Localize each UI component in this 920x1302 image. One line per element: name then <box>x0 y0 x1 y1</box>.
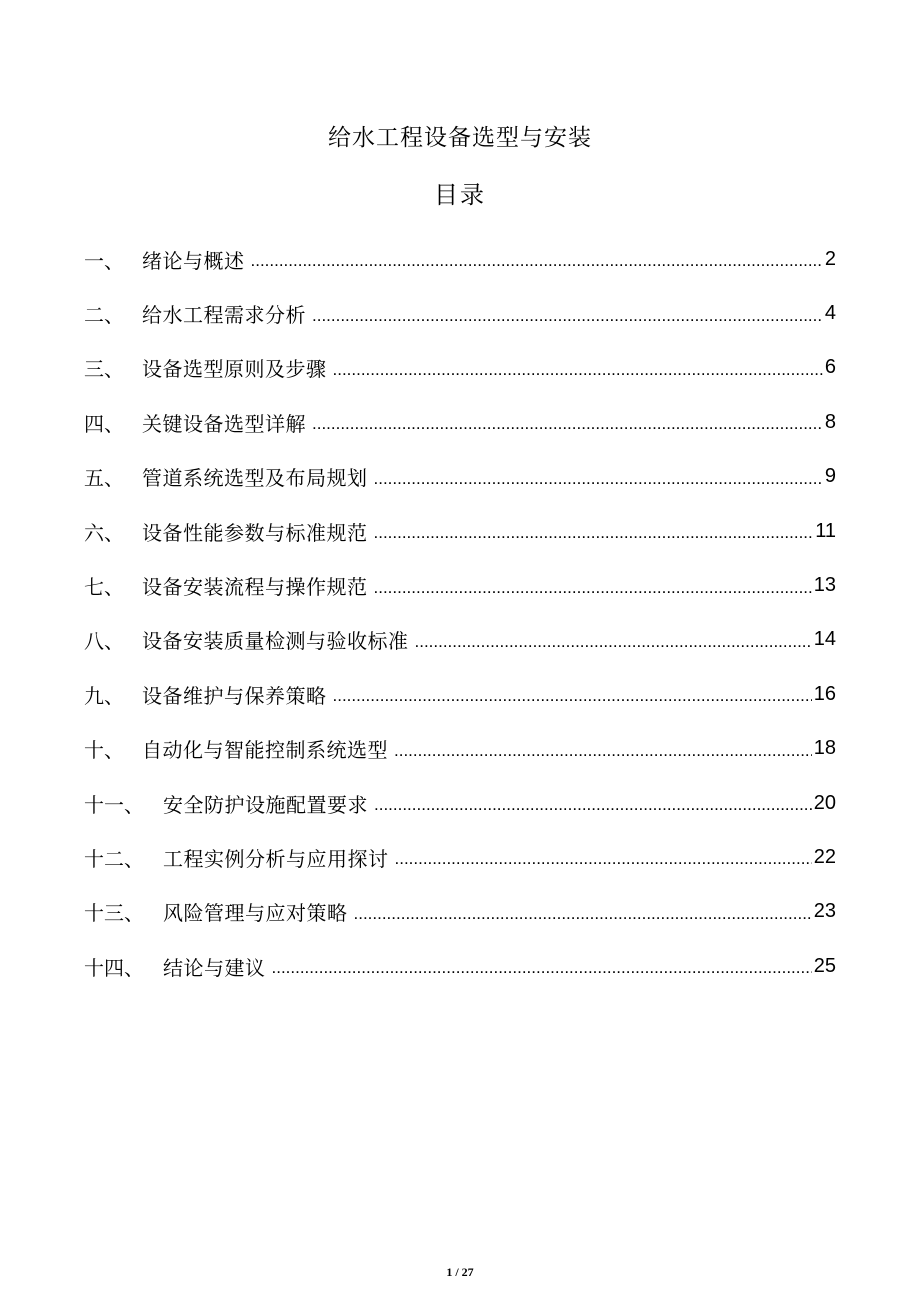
toc-leader-dots <box>333 686 812 706</box>
toc-leader-dots <box>312 414 823 434</box>
toc-entry-11[interactable] <box>84 776 836 830</box>
toc-entry-label: 安全防护设施配置要求 <box>163 792 368 817</box>
toc-leader-dots <box>354 904 812 924</box>
toc-entry-8[interactable] <box>84 613 836 667</box>
toc-entry-page: 9 <box>824 465 836 488</box>
toc-entry-number: 三、 <box>84 357 124 382</box>
toc-entry-label: 设备维护与保养策略 <box>142 683 327 708</box>
toc-entry-page: 13 <box>813 574 836 597</box>
toc-entry-number: 十四、 <box>84 955 144 980</box>
toc-entry-page: 16 <box>813 682 836 705</box>
toc-entry-label: 自动化与智能控制系统选型 <box>142 738 388 763</box>
toc-entry-number: 二、 <box>84 303 124 328</box>
toc-entry-number: 十一、 <box>84 792 144 817</box>
toc-leader-dots <box>395 849 812 869</box>
toc-entry-page: 25 <box>813 954 836 977</box>
toc-leader-dots <box>374 523 814 543</box>
toc-heading: 目录 <box>434 181 486 209</box>
document-title: 给水工程设备选型与安装 <box>328 125 592 151</box>
toc-entry-label: 给水工程需求分析 <box>142 303 306 328</box>
toc-entry-9[interactable] <box>84 667 836 721</box>
toc-entry-page: 6 <box>824 356 836 379</box>
toc-entry-6[interactable] <box>84 504 836 558</box>
toc-leader-dots <box>374 469 823 489</box>
toc-entry-number: 四、 <box>84 411 124 436</box>
toc-entry-label: 设备性能参数与标准规范 <box>142 520 368 545</box>
toc-entry-number: 十、 <box>84 738 124 763</box>
toc-entry-2[interactable] <box>84 286 836 340</box>
toc-entry-page: 4 <box>824 302 836 325</box>
toc-entry-page: 20 <box>813 791 836 814</box>
page-number-footer: 1 / 27 <box>446 1265 474 1279</box>
toc-entry-label: 关键设备选型详解 <box>142 411 306 436</box>
toc-entry-number: 十二、 <box>84 846 144 871</box>
toc-leader-dots <box>374 795 812 815</box>
toc-entry-page: 2 <box>824 247 836 270</box>
toc-entry-7[interactable] <box>84 558 836 612</box>
toc-entry-14[interactable] <box>84 939 836 993</box>
toc-entry-label: 设备选型原则及步骤 <box>142 357 327 382</box>
toc-entry-5[interactable] <box>84 450 836 504</box>
toc-entry-3[interactable] <box>84 341 836 395</box>
toc-entry-number: 七、 <box>84 575 124 600</box>
toc-entry-12[interactable] <box>84 830 836 884</box>
toc-entry-label: 工程实例分析与应用探讨 <box>163 846 389 871</box>
toc-entry-page: 11 <box>815 519 836 542</box>
toc-entry-10[interactable] <box>84 722 836 776</box>
toc-leader-dots <box>251 251 823 271</box>
toc-entry-label: 结论与建议 <box>163 955 266 980</box>
toc-entry-label: 设备安装质量检测与验收标准 <box>142 629 409 654</box>
toc-entry-1[interactable] <box>84 232 836 286</box>
toc-entry-number: 八、 <box>84 629 124 654</box>
toc-leader-dots <box>394 741 812 761</box>
toc-entry-number: 十三、 <box>84 901 144 926</box>
toc-entry-page: 22 <box>813 845 836 868</box>
toc-leader-dots <box>333 360 823 380</box>
toc-entry-label: 设备安装流程与操作规范 <box>142 575 368 600</box>
toc-entry-number: 一、 <box>84 248 124 273</box>
toc-entry-page: 23 <box>813 900 836 923</box>
toc-entry-13[interactable] <box>84 885 836 939</box>
toc-entry-number: 五、 <box>84 466 124 491</box>
toc-leader-dots <box>272 958 812 978</box>
toc-entry-label: 管道系统选型及布局规划 <box>142 466 368 491</box>
toc-entry-page: 14 <box>813 628 836 651</box>
toc-leader-dots <box>415 632 812 652</box>
toc-leader-dots <box>312 306 823 326</box>
toc-entry-page: 8 <box>824 410 836 433</box>
toc-entry-label: 绪论与概述 <box>142 248 245 273</box>
toc-entry-number: 六、 <box>84 520 124 545</box>
toc-entry-number: 九、 <box>84 683 124 708</box>
table-of-contents <box>84 232 836 993</box>
toc-leader-dots <box>374 578 812 598</box>
toc-entry-label: 风险管理与应对策略 <box>163 901 348 926</box>
toc-entry-4[interactable] <box>84 395 836 449</box>
toc-entry-page: 18 <box>813 737 836 760</box>
